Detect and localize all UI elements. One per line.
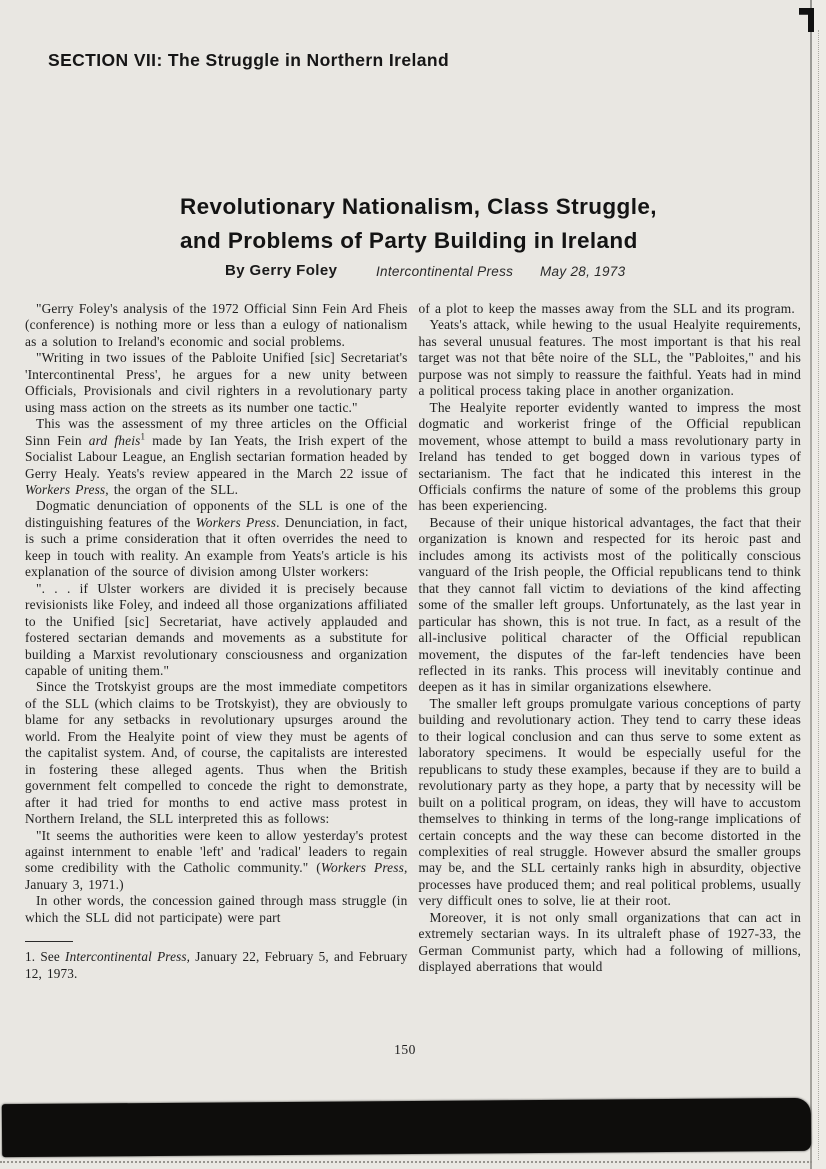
right-column (419, 301, 802, 982)
paragraph: ". . . if Ulster workers are divided it is precisely because revisionists like Foley, and indeed all those organizations affiliated to the Unified [sic] Secretariat, have actively applauded and fostered sectarian demands and movements as a substitute for building a Marxist revolutionary consciousness and organization capable of uniting them." (25, 580, 408, 678)
left-column-paragraphs (25, 301, 408, 926)
article-body (25, 301, 801, 982)
section-header: SECTION VII: The Struggle in Northern Ireland (48, 50, 450, 70)
byline-date: May 28, 1973 (540, 264, 626, 279)
paragraph: "Gerry Foley's analysis of the 1972 Official Sinn Fein Ard Fheis (conference) is nothing more or less than a eulogy of nationalism as a solution to Ireland's economic and social problems. (25, 301, 408, 349)
article-title-line2: and Problems of Party Building in Ireland (180, 228, 638, 253)
footnote (25, 941, 408, 982)
footnote-rule (25, 941, 73, 942)
scan-bottom-dotted-line (0, 1161, 812, 1163)
byline-publication: Intercontinental Press (376, 264, 514, 279)
paragraph: Moreover, it is not only small organizations that can act in extremely sectarian ways. In its ultraleft phase of 1927-33, the German Communist party, which had a following of millions, displayed aberrations that would (418, 909, 801, 975)
scan-bottom-shadow-band (2, 1098, 811, 1157)
right-column-paragraphs (419, 301, 802, 976)
paragraph: "It seems the authorities were keen to allow yesterday's protest against internment to enable 'left' and 'radical' leaders to regain some credibility with the Catholic community." (Workers Press, January 3, 1971.) (25, 827, 408, 892)
paragraph: Since the Trotskyist groups are the most immediate competitors of the SLL (which claims to be Trotskyist), they are obviously to blame for any setbacks in revolutionary upsurges around the world. From the Healyite point of view they must be agents of the capitalist system. And, of course, the capitalists are interested in fostering these alleged agents. Thus when the British government felt compelled to concede the right to demonstrate, after it had tried for months to end active mass protest in Northern Ireland, the SLL interpreted this as follows: (25, 679, 408, 827)
left-column (25, 301, 408, 982)
paragraph: The Healyite reporter evidently wanted to impress the most dogmatic and workerist fringe of the Official republican movement, whose attempt to build a mass revolutionary party in Ireland has tended to get bogged down in various types of sectarianism. The fact that he indicated this interest in the Officials confirms the nature of some of the problems this group has been experiencing. (418, 399, 801, 514)
paragraph: In other words, the concession gained through mass struggle (in which the SLL did not participate) were part (25, 893, 408, 925)
paragraph: Dogmatic denunciation of opponents of the SLL is one of the distinguishing features of the Workers Press. Denunciation, in fact, is such a prime consideration that it often overrides the need to keep in touch with reality. An example from Yeats's article is his explanation of the source of division among Ulster workers: (25, 498, 408, 580)
paragraph: Because of their unique historical advantages, the fact that their organization is known and respected for its heroic past and includes among its activists most of the politically conscious vanguard of the Irish people, the Official republicans tend to think that they cannot fall victim to deviations of the kind affecting some of the smaller left groups. Unfortunately, as the last year in particular has shown, this is not true. In fact, as a result of the all-inclusive political character of the Official republican movement, the disputes of the far-left tendencies have been reflected in its ranks. This process will inevitably continue and deepen as it has in similar organizations elsewhere. (418, 514, 801, 695)
scan-edge-line (810, 0, 812, 1169)
paragraph: The smaller left groups promulgate various conceptions of party building and revolutionary action. They tend to carry these ideas to their logical conclusion and can thus serve to some extent as laboratory specimens. It would be especially useful for the republicans to study these examples, because if they are to build a revolutionary party as they hope, a party that by necessity will be built on a political program, on ideas, they will have to accustom themselves to thinking in terms of the long-range implications of certain concepts and the way these can become distorted in the complexities of real struggle. However absurd the smaller groups may be, and the SLL certainly ranks high in absurdity, objective processes have produced them; and real political problems, usually very difficult ones to solve, lie at their root. (418, 695, 801, 909)
paragraph: "Writing in two issues of the Pabloite Unified [sic] Secretariat's 'Intercontinental Press', he argues for a new unity between Officials, Provisionals and civil righters in a revolutionary party using mass action on the streets as its number one tactic." (25, 350, 408, 415)
scan-corner-mark (799, 8, 814, 32)
paragraph: This was the assessment of my three articles on the Official Sinn Fein ard fheis$^1$ made by Ian Yeats, the Irish expert of the Socialist Labour League, an English sectarian formation headed by Gerry Healy. Yeats's review appeared in the March 22 issue of Workers Press, the organ of the SLL. (25, 416, 408, 497)
byline-author: By Gerry Foley (225, 262, 338, 279)
article-title (180, 190, 710, 258)
paragraph: of a plot to keep the masses away from the SLL and its program. (418, 301, 795, 316)
article-title-line1: Revolutionary Nationalism, Class Struggle, (180, 194, 657, 219)
scan-edge-dotted-line (818, 30, 819, 1160)
page-number: 150 (394, 1042, 416, 1057)
paragraph: 1. See Intercontinental Press, January 22, February 5, and February 12, 1973. (25, 949, 408, 981)
footnote-text (25, 949, 408, 982)
page-edge-strip (812, 0, 826, 1169)
paragraph: Yeats's attack, while hewing to the usual Healyite requirements, has several unusual features. The most important is that his real target was not that bête noire of the SLL, the "Pabloites," and his purpose was not simply to reassure the faithful. Yeats had in mind a political process taking place in another organization. (418, 317, 801, 399)
byline (0, 262, 826, 284)
